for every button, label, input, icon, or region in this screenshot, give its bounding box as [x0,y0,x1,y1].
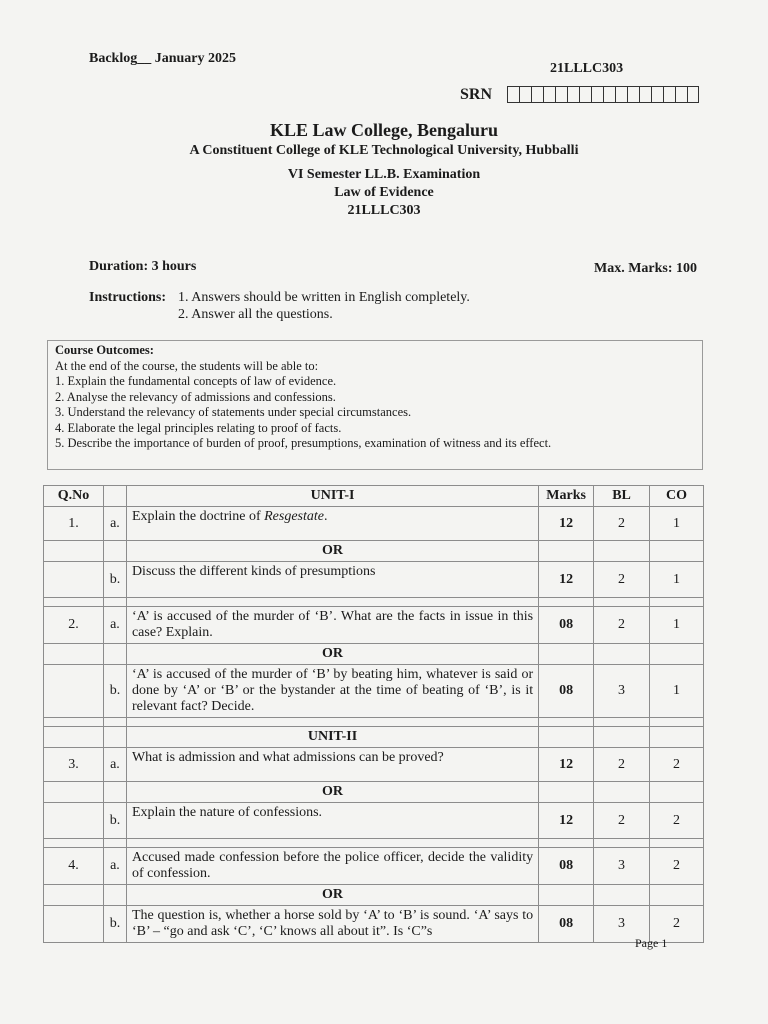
bl: 3 [594,665,650,718]
marks: 12 [539,748,594,782]
table-row [44,748,704,782]
question-text: What is admission and what admissions can be proved? [126,748,538,782]
constituent-line: A Constituent College of KLE Technological University, Hubballi [189,143,579,158]
question-number: 2. [44,607,104,644]
question-number: 3. [44,748,104,782]
unit-header-row [44,727,704,748]
srn-boxes [507,86,699,103]
question-table [43,485,704,943]
or-row [44,782,704,803]
course-outcome-item: 3. Understand the relevancy of statements under special circumstances. [55,405,412,419]
bl: 3 [594,848,650,885]
part-label: a. [103,607,126,644]
table-row [44,803,704,839]
exam-title: VI Semester LL.B. Examination [287,167,481,182]
college-name: KLE Law College, Bengaluru [269,120,498,140]
marks: 12 [539,562,594,598]
bl: 3 [594,906,650,943]
co: 1 [650,562,704,598]
course-outcome-item: 5. Describe the importance of burden of proof, presumptions, examination of witness and its effect. [55,436,552,450]
marks: 08 [539,665,594,718]
bl: 2 [594,507,650,541]
instructions-label: Instructions: [89,290,167,305]
table-row [44,607,704,644]
instruction-2: 2. Answer all the questions. [178,307,333,322]
marks: 12 [539,507,594,541]
question-text: Explain the nature of confessions. [126,803,538,839]
backlog-label: Backlog__ January 2025 [89,51,237,66]
marks: 08 [539,848,594,885]
or-label: OR [126,782,538,803]
header-unit-2: UNIT-II [126,727,538,748]
header-marks: Marks [539,486,594,507]
question-text: Discuss the different kinds of presumptions [126,562,538,598]
bl: 2 [594,562,650,598]
co: 2 [650,848,704,885]
table-row [44,665,704,718]
course-code-top: 21LLLC303 [550,61,624,76]
question-text: ‘A’ is accused of the murder of ‘B’. What are the facts in issue in this case? Explain. [126,607,538,644]
header-bl: BL [594,486,650,507]
spacer-row [44,598,704,607]
table-header-row [44,486,704,507]
or-row [44,644,704,665]
question-text: Accused made confession before the police officer, decide the validity of confession. [126,848,538,885]
course-outcomes-title: Course Outcomes: [55,343,154,357]
marks: 08 [539,906,594,943]
bl: 2 [594,607,650,644]
duration: Duration: 3 hours [89,259,197,274]
co: 2 [650,748,704,782]
header-co: CO [650,486,704,507]
subject-title: Law of Evidence [334,185,434,200]
page-number: Page 1 [635,936,668,950]
table-row [44,562,704,598]
bl: 2 [594,803,650,839]
co: 2 [650,803,704,839]
part-label: a. [103,507,126,541]
header-qno: Q.No [44,486,104,507]
course-outcome-item: 4. Elaborate the legal principles relating to proof of facts. [55,420,342,435]
part-label: b. [103,665,126,718]
or-row [44,541,704,562]
part-label: a. [103,748,126,782]
or-row [44,885,704,906]
question-text: ‘A’ is accused of the murder of ‘B’ by beating him, whatever is said or done by ‘A’ or ‘B’ or the bystander at the time of beating of ‘B’, is it relevant fact? Decide. [126,665,538,718]
table-row [44,906,704,943]
instruction-1: 1. Answers should be written in English completely. [178,290,470,305]
question-number: 1. [44,507,104,541]
question-text: The question is, whether a horse sold by ‘A’ to ‘B’ is sound. ‘A’ says to ‘B’ – “go and ask ‘C’, ‘C’ knows all about it”. Is ‘C”s [126,906,538,943]
course-code: 21LLLC303 [347,203,421,218]
bl: 2 [594,748,650,782]
question-number: 4. [44,848,104,885]
header-unit-1: UNIT-I [126,486,538,507]
part-label: a. [103,848,126,885]
max-marks: Max. Marks: 100 [594,261,698,276]
course-outcomes-intro: At the end of the course, the students will be able to: [55,358,319,373]
part-label: b. [103,906,126,943]
or-label: OR [126,885,538,906]
spacer-row [44,718,704,727]
part-label: b. [103,562,126,598]
table-row [44,507,704,541]
co: 1 [650,507,704,541]
marks: 08 [539,607,594,644]
course-outcome-item: 1. Explain the fundamental concepts of law of evidence. [55,374,337,388]
course-outcomes-box [47,340,703,470]
question-text: Explain the doctrine of Resgestate. [126,507,538,541]
table-row [44,848,704,885]
or-label: OR [126,541,538,562]
co: 2 [650,906,704,943]
or-label: OR [126,644,538,665]
marks: 12 [539,803,594,839]
co: 1 [650,665,704,718]
course-outcome-item: 2. Analyse the relevancy of admissions and confessions. [55,389,336,404]
spacer-row [44,839,704,848]
srn-label: SRN [460,86,493,103]
part-label: b. [103,803,126,839]
co: 1 [650,607,704,644]
